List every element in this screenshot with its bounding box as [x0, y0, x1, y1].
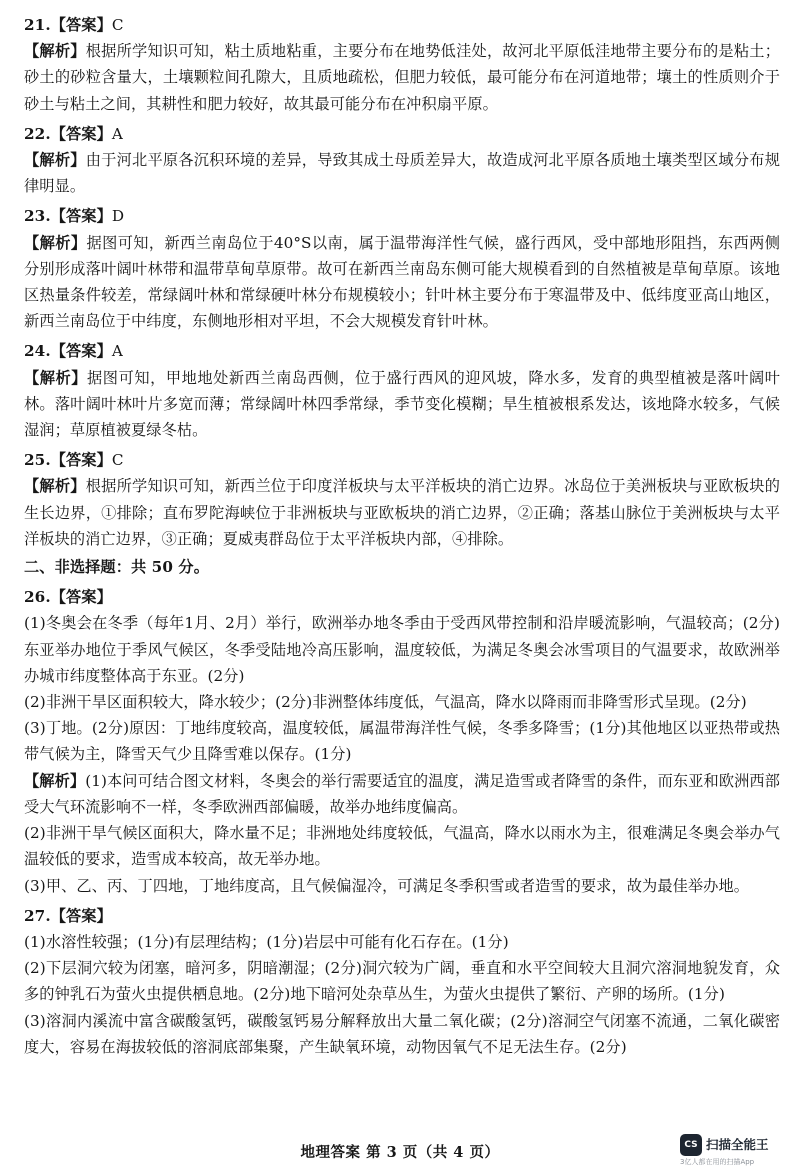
answer-27-part-2: (2)下层洞穴较为闭塞，暗河多，阴暗潮湿；(2分)洞穴较为广阔，垂直和水平空间较大且洞穴溶洞地貌发育，众多的钟乳石为萤火虫提供栖息地。(2分)地下暗河处杂草丛生，为萤火虫提供了繁衍、产卵的场所。(1分) [24, 959, 780, 1004]
question-number: 25. [24, 451, 51, 470]
answer-choice: C [111, 16, 124, 34]
explanation-text: 根据所学知识可知，新西兰位于印度洋板块与太平洋板块的消亡边界。冰岛位于美洲板块与亚欧板块的生长边界，①排除；直布罗陀海峡位于非洲板块与亚欧板块的消亡边界，②正确；落基山脉位于美洲板块与太平洋板块的消亡边界，③正确；夏威夷群岛位于太平洋板块内部，④排除。 [24, 477, 781, 548]
answer-label: 【答案】 [50, 16, 112, 34]
watermark-subtitle: 3亿人都在用的扫描App [680, 1158, 755, 1166]
answer-choice: D [111, 207, 125, 226]
answer-heading-25 [24, 447, 780, 473]
explanation-label: 【解析】 [24, 233, 87, 252]
answer-heading-23 [24, 203, 780, 229]
explanation-26-part-2: (2)非洲干旱气候区面积大，降水量不足；非洲地处纬度较低，气温高，降水以雨水为主，很难满足冬奥会举办气温较低的要求，造雪成本较高，故无举办地。 [24, 824, 780, 869]
explanation-text: 根据所学知识可知，粘土质地粘重，主要分布在地势低洼处，故河北平原低洼地带主要分布的是粘土；砂土的砂粒含量大，土壤颗粒间孔隙大，且质地疏松，但肥力较低，最可能分布在河道地带；壤土的性质则介于砂土与粘土之间，其耕性和肥力较好，故其最可能分布在冲积扇平原。 [24, 42, 781, 113]
answer-label: 【答案】 [50, 342, 112, 361]
answer-heading-26 [24, 584, 780, 610]
explanation-label: 【解析】 [24, 771, 86, 790]
question-number: 23. [24, 207, 51, 226]
explanation-text: 据图可知，甲地地处新西兰南岛西侧，位于盛行西风的迎风坡，降水多，发育的典型植被是落叶阔叶林。落叶阔叶林叶片多宽而薄；常绿阔叶林四季常绿，季节变化模糊；旱生植被根系发达，该地降水较多，气候湿润；草原植被夏绿冬枯。 [24, 368, 780, 440]
explanation-23 [24, 230, 780, 335]
answer-choice: C [111, 451, 124, 470]
answer-choice: A [111, 124, 123, 143]
answer-label: 【答案】 [50, 906, 112, 925]
answer-heading-24 [24, 338, 780, 364]
answer-label: 【答案】 [50, 207, 112, 226]
question-number: 27. [24, 906, 51, 925]
question-number: 21. [24, 16, 51, 34]
answer-label: 【答案】 [50, 451, 112, 470]
explanation-24 [24, 365, 780, 444]
explanation-22 [24, 147, 780, 199]
answer-heading-21 [24, 12, 780, 38]
answer-27-part-1: (1)水溶性较强；(1分)有层理结构；(1分)岩层中可能有化石存在。(1分) [24, 932, 509, 951]
explanation-label: 【解析】 [24, 477, 86, 496]
watermark-title: 扫描全能王 [706, 1137, 769, 1152]
camscanner-logo-icon: CS [680, 1134, 702, 1156]
scanner-watermark [680, 1134, 796, 1168]
answer-heading-27 [24, 903, 780, 929]
explanation-label: 【解析】 [24, 42, 86, 61]
answer-26-part-1: (1)冬奥会在冬季（每年1月、2月）举行，欧洲举办地冬季由于受西风带控制和沿岸暖流影响，气温较高；(2分)东亚举办地位于季风气候区，冬季受陆地冷高压影响，温度较低，为满足冬奥会冰雪项目的气温要求，故欧洲举办城市纬度整体高于东亚。(2分) [24, 614, 780, 685]
question-number: 26. [24, 588, 51, 607]
answer-26-part-2: (2)非洲干旱区面积较大，降水较少；(2分)非洲整体纬度低，气温高，降水以降雨而非降雪形式呈现。(2分) [24, 693, 747, 712]
explanation-text: 据图可知，新西兰南岛位于40°S以南，属于温带海洋性气候，盛行西风，受中部地形阻挡，东西两侧分别形成落叶阔叶林带和温带草甸草原带。故可在新西兰南岛东侧可能大规模看到的自然植被是草甸草原。该地区热量条件较差，常绿阔叶林和常绿硬叶林分布规模较小；针叶林主要分布于寒温带及中、低纬度亚高山地区，新西兰南岛位于中纬度，东侧地形相对平坦，不会大规模发育针叶林。 [24, 233, 780, 331]
answer-choice: A [111, 342, 123, 361]
explanation-label: 【解析】 [24, 368, 88, 387]
answer-heading-22 [24, 121, 780, 147]
explanation-21 [24, 38, 780, 117]
explanation-text: (1)本问可结合图文材料，冬奥会的举行需要适宜的温度，满足造雪或者降雪的条件，而东亚和欧洲西部受大气环流影响不一样，冬季欧洲西部偏暖，故举办地纬度偏高。 [24, 771, 780, 816]
explanation-26-part-1 [24, 768, 780, 820]
question-number: 24. [24, 342, 51, 361]
explanation-26-part-3: (3)甲、乙、丙、丁四地，丁地纬度高，且气候偏湿冷，可满足冬季积雪或者造雪的要求，故为最佳举办地。 [24, 876, 750, 895]
section-title: 二、非选择题：共 50 分。 [24, 558, 209, 577]
question-number: 22. [24, 124, 51, 143]
page-footer: 地理答案 第 3 页（共 4 页） [300, 1144, 500, 1161]
explanation-25 [24, 473, 780, 552]
answer-label: 【答案】 [50, 124, 112, 143]
explanation-label: 【解析】 [24, 151, 86, 170]
answer-content [24, 12, 780, 1060]
answer-27-part-3: (3)溶洞内溪流中富含碳酸氢钙，碳酸氢钙易分解释放出大量二氧化碳；(2分)溶洞空气闭塞不流通，二氧化碳密度大，容易在海拔较低的溶洞底部集聚，产生缺氧环境，动物因氧气不足无法生存。(2分) [24, 1011, 780, 1056]
answer-26-part-3: (3)丁地。(2分)原因：丁地纬度较高，温度较低，属温带海洋性气候，冬季多降雪；(1分)其他地区以亚热带或热带气候为主，降雪天气少且降雪难以保存。(1分) [24, 719, 780, 764]
answer-label: 【答案】 [50, 588, 112, 607]
explanation-text: 由于河北平原各沉积环境的差异，导致其成土母质差异大，故造成河北平原各质地土壤类型区域分布规律明显。 [24, 151, 781, 196]
